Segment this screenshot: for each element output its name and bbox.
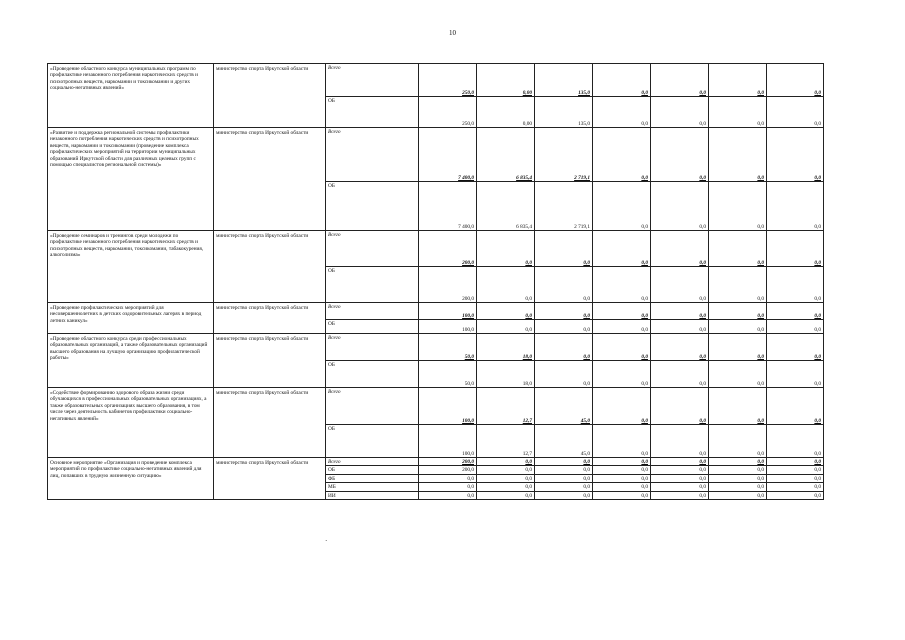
table-row [48,231,824,267]
funding-value: 0,0 [767,320,824,334]
event-executor: министерство спорта Иркутской области [214,231,326,303]
table-body [48,64,824,500]
funding-value: 0,0 [709,361,767,388]
funding-source: Всего [326,64,419,97]
funding-value: 0,0 [593,334,651,361]
funding-value: 0,0 [593,64,651,97]
funding-value: 0,0 [535,231,593,267]
funding-value: 7 400,0 [419,128,477,182]
funding-value: 50,0 [419,334,477,361]
funding-value: 0,0 [593,182,651,231]
funding-value: 0,0 [477,231,535,267]
funding-source: ОБ [326,267,419,303]
funding-value: 0,0 [593,388,651,425]
funding-value: 0,0 [651,320,709,334]
funding-value: 0,0 [535,334,593,361]
table-row [48,334,824,361]
funding-source: Всего [326,388,419,425]
event-name: Основное мероприятие «Организация и проведение комплекса мероприятий по профилактике социально-негативных явлений для лиц, попавших в трудную жизненную ситуацию» [48,458,214,500]
funding-value: 100,0 [419,425,477,458]
funding-value: 100,0 [419,303,477,320]
funding-value: 0,0 [651,458,709,466]
funding-value: 7 400,0 [419,182,477,231]
funding-source: ОБ [326,97,419,128]
funding-source: ОБ [326,466,419,474]
funding-value: 0,0 [651,303,709,320]
funding-value: 0,0 [767,97,824,128]
funding-value: 45,0 [535,425,593,458]
table-row [48,458,824,466]
funding-value: 0,0 [593,361,651,388]
funding-value: 0,0 [767,334,824,361]
funding-value: 0,0 [709,303,767,320]
funding-value: 0,0 [709,466,767,474]
event-name: «Содействие формированию здорового образа жизни среди обучающихся в профессиональных образовательных организациях, а также образовательных организациях высшего образования, в том числе через деятельность кабинетов профилактики социально-негативных явлений» [48,388,214,458]
table-row [48,303,824,320]
event-name: «Проведение семинаров и тренингов среди молодежи по профилактике незаконного потребления наркотических средств и психотропных веществ, наркомании, токсикомании, табакокурения, алкоголизма» [48,231,214,303]
funding-value: 0,0 [767,483,824,491]
table-row [48,128,824,182]
funding-value: 0,0 [651,64,709,97]
funding-value: 0,0 [535,466,593,474]
funding-value: 12,7 [477,388,535,425]
funding-source: Всего [326,303,419,320]
funding-value: 0,0 [709,182,767,231]
funding-value: 0,0 [593,128,651,182]
funding-value: 0,0 [767,231,824,267]
funding-value: 0,0 [767,182,824,231]
funding-value: 0,0 [767,425,824,458]
funding-value: 0,0 [651,97,709,128]
funding-value: 0,0 [593,474,651,482]
funding-value: 0,0 [535,474,593,482]
funding-value: 0,0 [709,267,767,303]
funding-value: 0,0 [651,474,709,482]
funding-value: 0,0 [477,483,535,491]
funding-source: ОБ [326,361,419,388]
event-executor: министерство спорта Иркутской области [214,128,326,231]
funding-value: 0,00 [477,64,535,97]
funding-value: 0,0 [767,303,824,320]
funding-value: 0,0 [709,483,767,491]
funding-value: 0,0 [477,466,535,474]
funding-value: 0,0 [651,334,709,361]
funding-value: 0,0 [651,425,709,458]
funding-value: 0,0 [535,320,593,334]
funding-value: 45,0 [535,388,593,425]
funding-source: Всего [326,334,419,361]
funding-value: 2 719,1 [535,128,593,182]
funding-value: 0,0 [651,388,709,425]
funding-value: 0,0 [709,425,767,458]
funding-value: 135,0 [535,97,593,128]
funding-value: 0,0 [709,474,767,482]
funding-value: 0,0 [477,458,535,466]
table-row [48,388,824,425]
footer-mark: · [325,537,328,545]
funding-value: 0,0 [593,483,651,491]
funding-value: 18,0 [477,334,535,361]
funding-value: 200,0 [419,458,477,466]
funding-value: 6 835,4 [477,182,535,231]
funding-value: 250,0 [419,97,477,128]
funding-value: 50,0 [419,361,477,388]
funding-value: 0,0 [767,388,824,425]
funding-value: 0,0 [709,64,767,97]
funding-value: 0,0 [535,491,593,499]
funding-value: 0,0 [477,491,535,499]
funding-value: 0,0 [535,483,593,491]
funding-value: 0,0 [709,97,767,128]
funding-value: 0,0 [477,267,535,303]
funding-value: 250,0 [419,64,477,97]
funding-source: Всего [326,458,419,466]
funding-value: 0,0 [593,491,651,499]
funding-source: Всего [326,128,419,182]
event-executor: министерство спорта Иркутской области [214,388,326,458]
funding-value: 0,0 [651,267,709,303]
funding-value: 0,0 [767,128,824,182]
funding-value: 0,0 [709,128,767,182]
funding-value: 0,0 [709,334,767,361]
funding-value: 0,0 [709,388,767,425]
event-executor: министерство спорта Иркутской области [214,303,326,334]
funding-value: 18,0 [477,361,535,388]
funding-value: 0,0 [419,474,477,482]
event-executor: министерство спорта Иркутской области [214,64,326,128]
funding-value: 100,0 [419,320,477,334]
funding-source: ОБ [326,425,419,458]
funding-value: 0,0 [709,231,767,267]
funding-value: 0,0 [477,303,535,320]
funding-value: 0,0 [593,303,651,320]
funding-value: 0,0 [767,491,824,499]
funding-value: 200,0 [419,231,477,267]
funding-value: 200,0 [419,466,477,474]
funding-value: 100,0 [419,388,477,425]
funding-value: 0,0 [477,320,535,334]
funding-source: ОБ [326,182,419,231]
funding-source: МБ [326,483,419,491]
funding-value: 0,0 [535,361,593,388]
funding-value: 0,0 [593,97,651,128]
funding-value: 0,0 [535,458,593,466]
event-name: «Проведение профилактических мероприятий для несовершеннолетних в детских оздоровительных лагерях в период летних каникул» [48,303,214,334]
event-name: «Развитие и поддержка региональной системы профилактики незаконного потребления наркотических средств и психотропных веществ, наркомании и токсикомании (проведение комплекса профилактических мероприятий на территории муниципальных образований Иркутской области для различных целевых групп с помощью специалистов региональной системы)» [48,128,214,231]
funding-value: 0,0 [767,64,824,97]
funding-value: 0,0 [593,466,651,474]
funding-value: 0,0 [535,303,593,320]
funding-value: 0,0 [419,483,477,491]
funding-value: 0,0 [477,474,535,482]
funding-value: 6 835,4 [477,128,535,182]
funding-value: 0,0 [651,491,709,499]
funding-value: 0,0 [767,458,824,466]
funding-value: 0,0 [593,425,651,458]
event-executor: министерство спорта Иркутской области [214,458,326,500]
funding-value: 0,00 [477,97,535,128]
funding-value: 135,0 [535,64,593,97]
event-executor: министерство спорта Иркутской области [214,334,326,388]
funding-value: 0,0 [709,320,767,334]
funding-value: 0,0 [651,231,709,267]
funding-value: 0,0 [419,491,477,499]
funding-table [47,63,824,500]
page-number: 10 [449,29,456,37]
funding-value: 0,0 [709,458,767,466]
funding-value: 0,0 [767,466,824,474]
funding-source: ИИ [326,491,419,499]
event-name: «Проведение областного конкурса среди профессиональных образовательных организаций, а также образовательных организаций высшего образования на лучшую организацию профилактической работы» [48,334,214,388]
funding-value: 0,0 [593,267,651,303]
funding-value: 0,0 [651,128,709,182]
funding-value: 0,0 [651,182,709,231]
funding-value: 0,0 [593,458,651,466]
funding-value: 200,0 [419,267,477,303]
funding-value: 12,7 [477,425,535,458]
funding-value: 0,0 [767,361,824,388]
funding-value: 0,0 [651,466,709,474]
funding-source: ОБ [326,320,419,334]
funding-source: Всего [326,231,419,267]
funding-value: 0,0 [593,320,651,334]
funding-value: 0,0 [651,361,709,388]
funding-value: 0,0 [767,267,824,303]
funding-value: 0,0 [651,483,709,491]
funding-value: 0,0 [709,491,767,499]
funding-value: 0,0 [593,231,651,267]
funding-value: 2 719,1 [535,182,593,231]
table-row [48,64,824,97]
event-name: «Проведение областного конкурса муниципальных программ по профилактике незаконного потребления наркотических средств и психотропных веществ, наркомании и токсикомании и других социально-негативных явлений» [48,64,214,128]
funding-value: 0,0 [767,474,824,482]
funding-source: ФБ [326,474,419,482]
funding-value: 0,0 [535,267,593,303]
